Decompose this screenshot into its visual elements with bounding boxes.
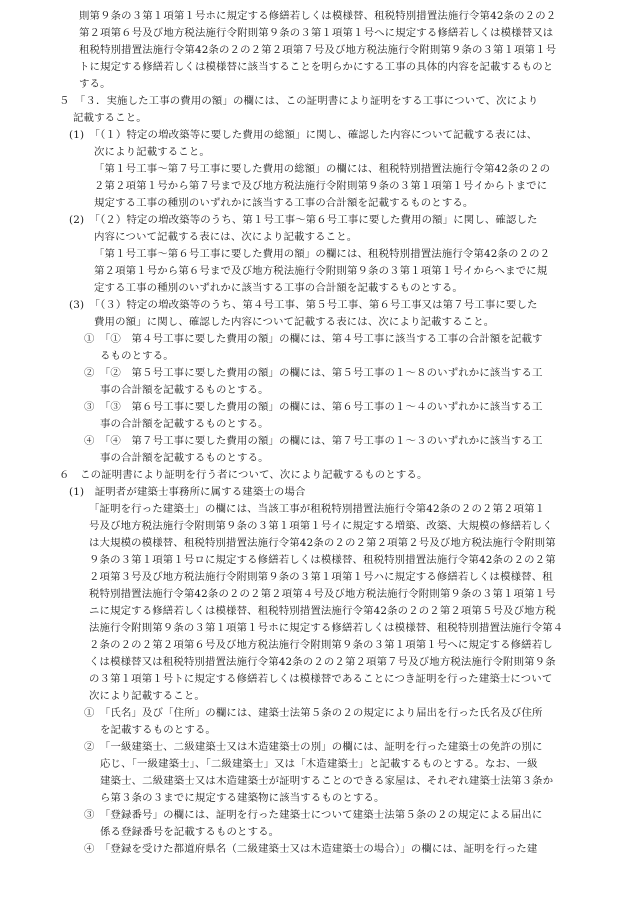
text-line: 記載すること。 <box>73 112 147 124</box>
text-line: ２第２項第１号から第７号まで及び地方税法施行令附則第９条の３第１項第１号イからトまでに <box>94 180 548 192</box>
text-line: する。 <box>79 78 111 90</box>
text-line: ら第３条の３までに規定する建築物に該当するものとする。 <box>100 792 385 804</box>
text-line: 建築士、二級建築士又は木造建築士が証明することのできる家屋は、それぞれ建築士法第３条か <box>100 775 554 787</box>
text-line: 号及び地方税法施行令附則第９条の３第１項第１号イに規定する増築、改築、大規模の修繕若しく <box>89 520 553 532</box>
text-line: 次により記載すること。 <box>94 146 210 158</box>
text-line: 事の合計額を記載するものとする。 <box>100 452 269 464</box>
text-line: (1) 証明者が建築士事務所に属する建築士の場合 <box>69 486 306 498</box>
text-line: 租税特別措置法施行令第42条の２の２第２項第７号及び地方税法施行令附則第９条の３第１項第１号 <box>79 44 557 56</box>
text-line: ④ 「④ 第７号工事に要した費用の額」の欄には、第７号工事の１～３のいずれかに該当する工 <box>84 435 543 447</box>
text-line: ニに規定する修繕若しくは模様替、租税特別措置法施行令第42条の２の２第２項第５号及び地方税 <box>89 605 556 617</box>
text-line: ① 「① 第４号工事に要した費用の額」の欄には、第４号工事に該当する工事の合計額を記載す <box>84 333 543 345</box>
text-line: 税特別措置法施行令第42条の２の２第２項第４号及び地方税法施行令附則第９条の３第１項第１号 <box>89 588 556 600</box>
text-line: ② 「② 第５号工事に要した費用の額」の欄には、第５号工事の１～８のいずれかに該当する工 <box>84 367 543 379</box>
text-line: (1) 「（１）特定の増改築等に要した費用の総額」に関し、確認した内容について記載する表には、 <box>69 129 538 141</box>
text-line: 則第９条の３第１項第１号ホに規定する修繕若しくは模様替、租税特別措置法施行令第42条の２の２ <box>79 10 557 22</box>
text-line: 次により記載すること。 <box>89 690 205 702</box>
text-line: の３第１項第１号トに規定する修繕若しくは模様替であることにつき証明を行った建築士について <box>89 673 553 685</box>
text-line: 法施行令附則第９条の３第１項第１号ホに規定する修繕若しくは模様替、租税特別措置法施行令第４ <box>89 622 564 634</box>
text-line: 応じ、「一級建築士」、「二級建築士」又は「木造建築士」と記載するものとする。なお、一級 <box>100 758 538 770</box>
text-line: (3) 「（３）特定の増改築等のうち、第４号工事、第５号工事、第６号工事又は第７号工事に要した <box>69 299 538 311</box>
text-line: 「第１号工事～第７号工事に要した費用の総額」の欄には、租税特別措置法施行令第42条の２の <box>94 163 551 175</box>
text-line: ③ 「③ 第６号工事に要した費用の額」の欄には、第６号工事の１～４のいずれかに該当する工 <box>84 401 543 413</box>
text-line: ① 「氏名」及び「住所」の欄には、建築士法第５条の２の規定により届出を行った氏名及び住所 <box>84 707 543 719</box>
text-line: 事の合計額を記載するものとする。 <box>100 384 269 396</box>
text-line: 第２項第６号及び地方税法施行令附則第９条の３第１項第１号へに規定する修繕若しくは模様替又は <box>79 27 554 39</box>
text-line: 費用の額」に関し、確認した内容について記載する表には、次により記載すること。 <box>94 316 495 328</box>
text-line: 係る登録番号を記載するものとする。 <box>100 826 280 838</box>
text-line: 「第１号工事～第６号工事に要した費用の額」の欄には、租税特別措置法施行令第42条の２の２ <box>94 248 551 260</box>
text-line: (2) 「（２）特定の増改築等のうち、第１号工事～第６号工事に要した費用の額」に関し、確認した <box>69 214 538 226</box>
text-line: 規定する工事の種別のいずれかに該当する工事の合計額を記載するものとする。 <box>94 197 474 209</box>
text-line: を記載するものとする。 <box>100 724 216 736</box>
text-line: 内容について記載する表には、次により記載すること。 <box>94 231 358 243</box>
text-line: 事の合計額を記載するものとする。 <box>100 418 269 430</box>
text-line: ④ 「登録を受けた都道府県名（二級建築士又は木造建築士の場合）」の欄には、証明を行った建 <box>84 843 538 855</box>
text-line: ６ この証明書により証明を行う者について、次により記載するものとする。 <box>59 469 428 481</box>
text-line: は大規模の模様替、租税特別措置法施行令第42条の２の２第２項第２号及び地方税法施行令附則第 <box>89 537 556 549</box>
text-line: 第２項第１号から第６号まで及び地方税法施行令附則第９条の３第１項第１号イからへまでに規 <box>94 265 548 277</box>
text-line: ２条の２の２第２項第６号及び地方税法施行令附則第９条の３第１項第１号へに規定する修繕若し <box>89 639 553 651</box>
text-line: ５ 「３．実施した工事の費用の額」の欄には、この証明書により証明をする工事について、次により <box>59 95 539 107</box>
text-line: ② 「一級建築士、二級建築士又は木造建築士の別」の欄には、証明を行った建築士の免許の別に <box>84 741 543 753</box>
text-line: るものとする。 <box>100 350 174 362</box>
text-line: 定する工事の種別のいずれかに該当する工事の合計額を記載するものとする。 <box>94 282 463 294</box>
text-line: ③ 「登録番号」の欄には、証明を行った建築士について建築士法第５条の２の規定による届出に <box>84 809 543 821</box>
text-line: 「証明を行った建築士」の欄には、当該工事が租税特別措置法施行令第42条の２の２第２項第１ <box>89 503 546 515</box>
text-line: ２項第３号及び地方税法施行令附則第９条の３第１項第１号ハに規定する修繕若しくは模様替、租 <box>89 571 553 583</box>
text-line: くは模様替又は租税特別措置法施行令第42条の２の２第２項第７号及び地方税法施行令附則第９条 <box>89 656 556 668</box>
text-line: ９条の３第１項第１号ロに規定する修繕若しくは模様替、租税特別措置法施行令第42条の２の２第 <box>89 554 556 566</box>
text-line: トに規定する修繕若しくは模様替に該当することを明らかにする工事の具体的内容を記載するものと <box>79 61 554 73</box>
